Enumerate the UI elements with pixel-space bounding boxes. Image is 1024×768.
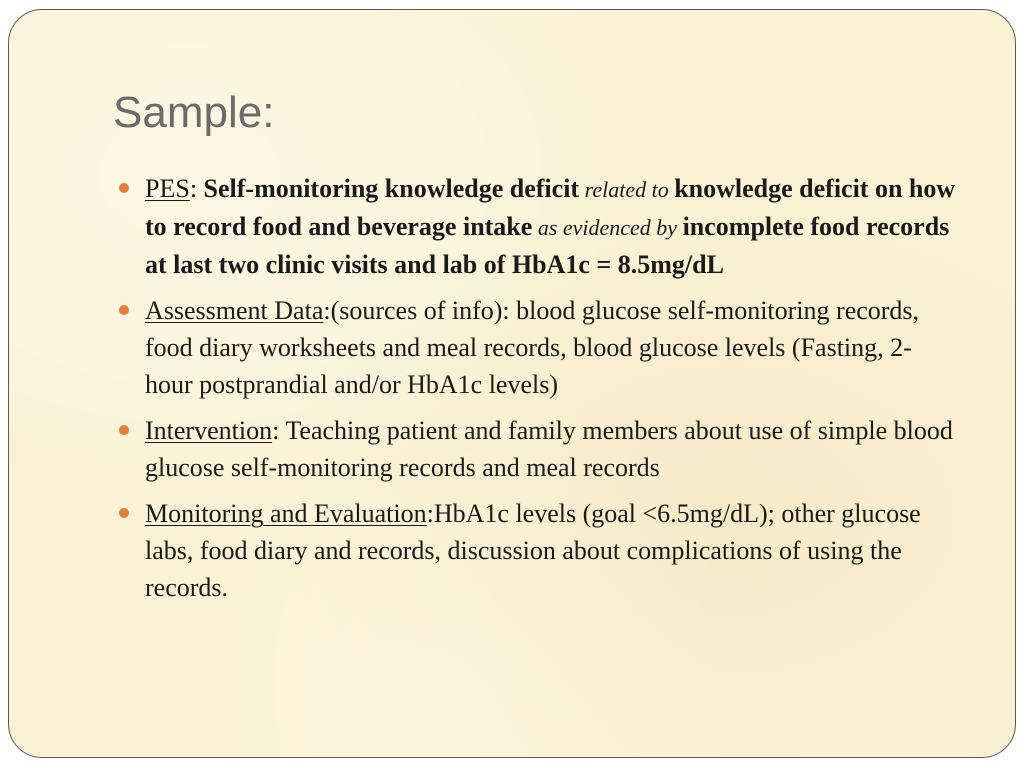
assessment-label: Assessment Data xyxy=(145,296,324,325)
pes-etiology: knowledge deficit on how to record food and beverage intake xyxy=(145,174,956,241)
assessment-text: :(sources of info): blood glucose self-monitoring records, food diary worksheets and meal records, blood glucose levels (Fasting, 2-hour postprandial and/or HbA1c levels) xyxy=(145,296,920,399)
intervention-text: : Teaching patient and family members about use of simple blood glucose self-monitoring records and meal records xyxy=(145,416,953,482)
pes-related-to: related to xyxy=(579,177,675,202)
slide-title: Sample: xyxy=(113,88,275,137)
bullet-monitoring xyxy=(119,495,959,606)
bullet-dot-icon xyxy=(119,305,129,315)
intervention-label: Intervention xyxy=(145,416,273,445)
pes-label: PES xyxy=(145,174,190,203)
bullet-dot-icon xyxy=(119,508,129,518)
pes-as-evidenced-by: as evidenced by xyxy=(532,215,683,240)
bullet-pes xyxy=(119,170,959,283)
bullet-assessment xyxy=(119,292,959,403)
monitoring-label: Monitoring and Evaluation xyxy=(145,499,427,528)
bullet-dot-icon xyxy=(119,183,129,193)
bullet-list xyxy=(119,170,959,615)
pes-signs: incomplete food records at last two clinic visits and lab of HbA1c = 8.5mg/dL xyxy=(145,212,950,279)
monitoring-text: :HbA1c levels (goal <6.5mg/dL); other glucose labs, food diary and records, discussion about complications of using the records. xyxy=(145,499,921,602)
bullet-intervention xyxy=(119,412,959,486)
slide xyxy=(8,9,1016,758)
pes-problem: Self-monitoring knowledge deficit xyxy=(203,174,580,203)
pes-colon: : xyxy=(189,174,204,203)
bullet-dot-icon xyxy=(119,425,129,435)
